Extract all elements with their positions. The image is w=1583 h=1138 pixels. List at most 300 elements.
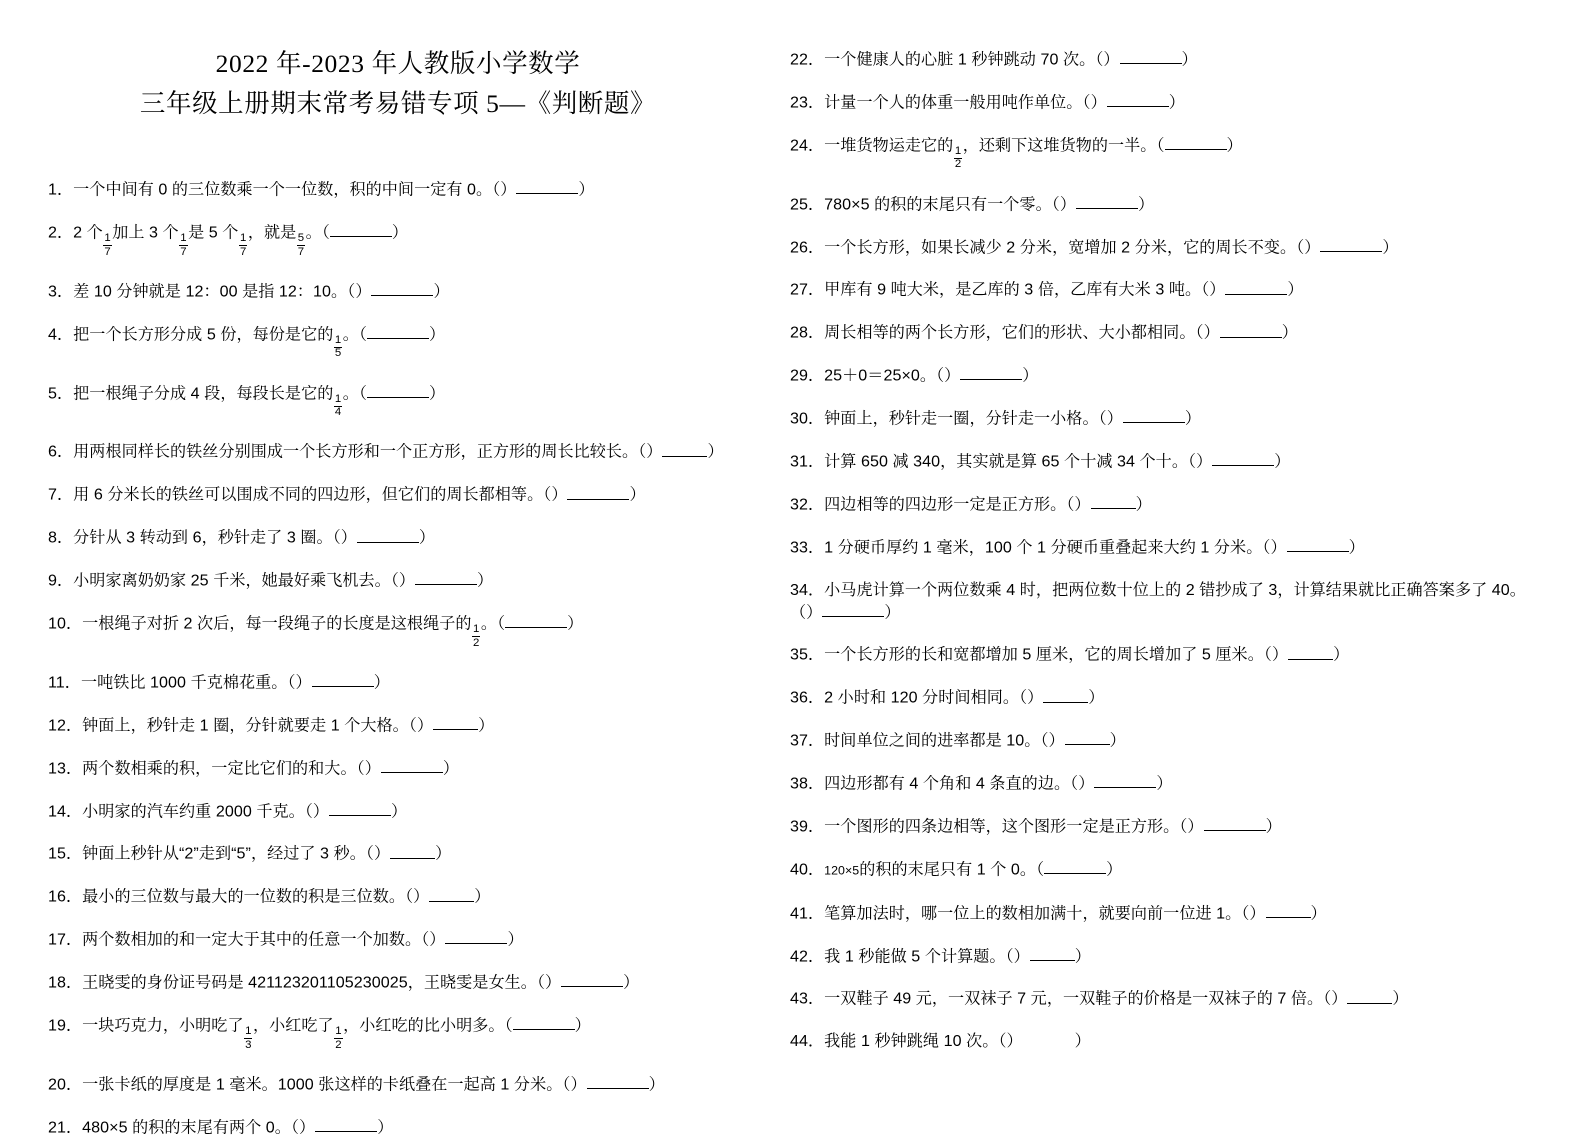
question-number: 38．: [790, 774, 825, 793]
fraction: [954, 146, 962, 171]
question-number: 6．: [48, 442, 74, 461]
question-number: 17．: [48, 930, 83, 949]
question-text: ）: [806, 602, 823, 621]
question-text: 一个健康人的心脏 1 秒钟跳动 70 次。（: [824, 50, 1104, 69]
question-text: ）: [1078, 774, 1095, 793]
question-item: [48, 714, 760, 736]
question-text: 780×5 的积的末尾只有一个零。（: [824, 194, 1060, 213]
fraction-numerator: 1: [472, 624, 480, 637]
question-text: ）: [1392, 989, 1409, 1008]
question-text: 我能 1 秒钟跳绳 10 次。（: [824, 1032, 1007, 1051]
question-item: [790, 729, 1550, 751]
question-text: 。（: [305, 223, 330, 242]
answer-blank[interactable]: [433, 716, 478, 734]
fraction-numerator: 1: [179, 233, 187, 246]
question-text: ）: [1006, 1032, 1023, 1051]
question-text: ）: [477, 571, 494, 590]
question-text: ）: [1106, 409, 1123, 428]
question-text: 用 6 分米长的铁丝可以围成不同的四边形，但它们的周长都相等。（: [73, 485, 552, 504]
question-text: ）: [340, 528, 357, 547]
question-text: ）: [1196, 452, 1213, 471]
question-item: [48, 382, 760, 420]
question-text: ）: [413, 887, 430, 906]
question-text: ）: [429, 930, 446, 949]
question-text: ）: [364, 758, 381, 777]
question-item: [48, 885, 760, 907]
question-number: 13．: [48, 758, 83, 777]
question-number: 18．: [48, 973, 83, 992]
question-text: ）: [474, 887, 491, 906]
question-item: [48, 221, 760, 259]
question-number: 4．: [48, 324, 74, 343]
question-text: 把一个长方形分成 5 份，每份是它的: [73, 324, 334, 343]
question-item: [790, 1030, 1550, 1052]
question-text: 两个数相加的和一定大于其中的任意一个加数。（: [82, 930, 430, 949]
question-text: 2 小时和 120 分时间相同。（: [824, 688, 1028, 707]
question-text: 王晓雯的身份证号码是 421123201105230025，王晓雯是女生。（: [82, 973, 545, 992]
question-text: ）: [418, 528, 436, 547]
question-item: [790, 643, 1550, 665]
question-number: 30．: [790, 409, 825, 428]
question-text: 。（: [342, 324, 367, 343]
question-text: ）: [1074, 495, 1091, 514]
question-text: 小明家的汽车约重 2000 千克。（: [82, 801, 313, 820]
question-text: ）: [1270, 537, 1287, 556]
question-item: [48, 178, 760, 200]
answer-blank[interactable]: [1043, 689, 1088, 707]
question-text: ）: [391, 223, 409, 242]
question-text: ）: [429, 324, 446, 343]
question-text: ）: [707, 442, 724, 461]
title-line-1: 2022 年-2023 年人教版小学数学: [215, 49, 581, 78]
question-text: ）: [295, 673, 312, 692]
document-title: [48, 44, 748, 124]
fraction-denominator: 7: [297, 245, 305, 258]
question-text: ，就是: [247, 223, 297, 242]
question-number: 28．: [790, 323, 825, 342]
answer-blank[interactable]: [1123, 409, 1185, 427]
question-item: [48, 1014, 760, 1052]
question-item: [790, 858, 1550, 881]
question-text: ）: [1106, 860, 1123, 879]
question-text: ）: [551, 485, 568, 504]
question-text: ）: [391, 801, 408, 820]
fraction-numerator: 1: [239, 233, 247, 246]
question-text: ）: [570, 1075, 587, 1094]
question-number: 12．: [48, 716, 83, 735]
question-text: ）: [646, 442, 663, 461]
fraction: [334, 1026, 342, 1051]
question-text: ）: [377, 1117, 394, 1136]
answer-blank[interactable]: [1266, 904, 1311, 922]
question-text: ）: [1310, 903, 1327, 922]
question-number: 24．: [790, 136, 825, 155]
question-item: [48, 569, 760, 591]
question-text: ）: [1304, 237, 1321, 256]
answer-blank[interactable]: [1091, 495, 1136, 513]
fraction-denominator: 5: [334, 347, 342, 360]
question-number: 19．: [48, 1016, 83, 1035]
question-number: 41．: [790, 903, 825, 922]
question-text: 。（: [480, 614, 506, 633]
question-number: 42．: [790, 946, 825, 965]
question-item: [48, 323, 760, 361]
question-item: [790, 134, 1550, 172]
fraction: [334, 394, 342, 419]
question-item: [790, 364, 1550, 386]
question-text: ）: [1281, 323, 1298, 342]
question-text: 差 10 分钟就是 12：00 是指 12：10。（: [73, 282, 356, 301]
question-text: 钟面上，秒针走一圈，分针走一小格。（: [824, 409, 1107, 428]
question-text: ）: [1135, 495, 1152, 514]
answer-blank[interactable]: [1288, 646, 1333, 664]
question-text: 25＋0＝25×0。（: [824, 366, 945, 385]
question-text: ）: [433, 282, 450, 301]
question-text: 小明家离奶奶家 25 千米，她最好乘飞机去。（: [73, 571, 399, 590]
question-item: [48, 612, 760, 650]
question-number: 39．: [790, 817, 825, 836]
answer-blank[interactable]: [1076, 195, 1138, 213]
question-text: ）: [1074, 946, 1091, 965]
question-number: 35．: [790, 645, 825, 664]
question-text: 一块巧克力，小明吃了: [82, 1016, 244, 1035]
question-item: [790, 815, 1550, 837]
question-item: [790, 321, 1550, 343]
question-text: 小马虎计算一个两位数乘 4 时，把两位数十位上的 2 错抄成了 3，计算结果就比正确答案多了 40。（: [790, 580, 1526, 621]
fraction-denominator: 2: [335, 1038, 342, 1051]
question-text: ）: [507, 930, 524, 949]
question-text: ）: [1048, 731, 1065, 750]
question-text: 用两根同样长的铁丝分别围成一个长方形和一个正方形，正方形的周长比较长。（: [73, 442, 647, 461]
question-text: 是 5 个: [188, 223, 239, 242]
answer-blank[interactable]: [367, 325, 429, 343]
answer-blank[interactable]: [1044, 860, 1106, 878]
question-item: [48, 440, 760, 462]
question-number: 9．: [48, 571, 74, 590]
question-text: ）: [574, 1016, 591, 1035]
question-number: 2．: [48, 223, 74, 242]
question-item: [790, 278, 1550, 300]
question-text: ）: [567, 614, 584, 633]
question-item: [48, 757, 760, 779]
question-number: 16．: [48, 887, 83, 906]
answer-blank[interactable]: [662, 443, 707, 461]
question-text: ）: [1331, 989, 1348, 1008]
question-text: ）: [1090, 93, 1107, 112]
fraction-denominator: 2: [473, 636, 480, 649]
question-item: [48, 1073, 760, 1095]
answer-blank[interactable]: [367, 384, 429, 402]
question-text: ）: [578, 180, 595, 199]
question-text: 一个图形的四条边相等，这个图形一定是正方形。（: [824, 817, 1188, 836]
fraction-denominator: 7: [104, 245, 111, 258]
question-item: [790, 987, 1550, 1009]
question-expression: 120×5: [824, 863, 860, 878]
question-item: [790, 48, 1550, 70]
question-number: 37．: [790, 731, 825, 750]
question-text: ）: [884, 602, 901, 621]
fraction-denominator: 2: [954, 158, 962, 171]
question-number: 36．: [790, 688, 825, 707]
question-number: 27．: [790, 280, 825, 299]
question-text: 钟面上，秒针走 1 圈，分针就要走 1 个大格。（: [82, 716, 417, 735]
fraction-numerator: 5: [297, 233, 305, 246]
question-text: ）: [355, 282, 372, 301]
question-text: ）: [1013, 946, 1030, 965]
question-text: ）: [373, 844, 391, 863]
question-number: 23．: [790, 93, 825, 112]
question-text: ）: [1271, 645, 1289, 664]
answer-blank[interactable]: [315, 1118, 377, 1136]
question-item: [790, 236, 1550, 258]
fraction-denominator: 3: [245, 1038, 252, 1051]
question-text: ）: [312, 801, 330, 820]
question-text: ）: [435, 844, 452, 863]
question-text: ）: [1109, 731, 1126, 750]
question-text: ）: [544, 973, 562, 992]
answer-blank[interactable]: [1212, 452, 1274, 470]
question-text: ）: [500, 180, 517, 199]
question-text: ）: [1382, 237, 1399, 256]
question-text: 一个中间有 0 的三位数乘一个一位数，积的中间一定有 0。（: [73, 180, 501, 199]
question-text: ）: [1137, 194, 1155, 213]
title-line-2: 三年级上册期末常考易错专项 5—《判断题》: [139, 89, 657, 118]
question-item: [48, 800, 760, 822]
answer-blank[interactable]: [513, 1016, 575, 1034]
fraction-numerator: 1: [244, 1026, 252, 1039]
question-text: 480×5 的积的末尾有两个 0。（: [82, 1117, 300, 1136]
question-item: [48, 483, 760, 505]
fraction-numerator: 1: [954, 146, 962, 159]
question-text: 一双鞋子 49 元，一双袜子 7 元，一双鞋子的价格是一双袜子的 7 倍。（: [824, 989, 1332, 1008]
question-item: [48, 971, 760, 993]
question-item: [790, 450, 1550, 472]
answer-blank[interactable]: [1220, 324, 1282, 342]
fraction: [179, 233, 187, 258]
answer-blank[interactable]: [1120, 50, 1182, 68]
question-text: 周长相等的两个长方形，它们的形状、大小都相同。（: [824, 323, 1204, 342]
question-item: [790, 772, 1550, 794]
question-text: ）: [1168, 93, 1185, 112]
question-item: [790, 493, 1550, 515]
question-number: 34．: [790, 580, 825, 599]
question-number: 40．: [790, 860, 825, 879]
question-text: ）: [1209, 280, 1226, 299]
question-text: ）: [1103, 50, 1120, 69]
question-text: ）: [1265, 817, 1282, 836]
question-item: [48, 842, 760, 864]
question-item: [48, 671, 760, 693]
fraction-denominator: 4: [334, 406, 342, 419]
answer-blank[interactable]: [390, 845, 435, 863]
question-number: 10．: [48, 614, 83, 633]
question-text: ）: [299, 1117, 316, 1136]
question-text: ）: [1249, 903, 1266, 922]
answer-blank[interactable]: [1094, 774, 1156, 792]
fraction: [472, 624, 480, 649]
question-item: [790, 686, 1550, 708]
fraction-numerator: 1: [334, 1026, 342, 1039]
question-text: ）: [1203, 323, 1220, 342]
question-text: 2 个: [73, 223, 103, 242]
question-text: 加上 3 个: [112, 223, 179, 242]
question-item: [790, 407, 1550, 429]
question-number: 14．: [48, 801, 83, 820]
question-text: 我 1 秒能做 5 个计算题。（: [824, 946, 1014, 965]
question-number: 43．: [790, 989, 825, 1008]
fraction-denominator: 7: [239, 245, 247, 258]
fraction: [297, 233, 305, 258]
fraction: [103, 233, 111, 258]
question-number: 29．: [790, 366, 825, 385]
answer-blank[interactable]: [822, 603, 884, 621]
question-text: ）: [1226, 136, 1243, 155]
question-text: 一根绳子对折 2 次后，每一段绳子的长度是这根绳子的: [82, 614, 472, 633]
answer-blank[interactable]: [1065, 731, 1110, 749]
question-text: ）: [629, 485, 646, 504]
answer-blank[interactable]: [1023, 1032, 1075, 1050]
question-text: 把一根绳子分成 4 段，每段长是它的: [73, 383, 334, 402]
answer-blank[interactable]: [1225, 281, 1287, 299]
question-item: [790, 193, 1550, 215]
fraction-numerator: 1: [334, 335, 342, 348]
question-number: 21．: [48, 1117, 83, 1136]
answer-blank[interactable]: [357, 529, 419, 547]
question-text: 计量一个人的体重一般用吨作单位。（: [824, 93, 1091, 112]
answer-blank[interactable]: [587, 1075, 649, 1093]
question-text: ）: [1156, 774, 1173, 793]
question-text: ）: [1274, 452, 1291, 471]
fraction-numerator: 1: [103, 233, 111, 246]
question-text: ）: [1184, 409, 1202, 428]
question-item: [790, 945, 1550, 967]
question-text: ）: [373, 673, 390, 692]
question-text: ）: [944, 366, 961, 385]
answer-blank[interactable]: [561, 973, 623, 991]
question-text: 一个长方形，如果长减少 2 分米，宽增加 2 分米，它的周长不变。（: [824, 237, 1305, 256]
fraction-denominator: 7: [180, 245, 187, 258]
question-text: ）: [1059, 194, 1076, 213]
question-text: ）: [1088, 688, 1105, 707]
question-text: 一张卡纸的厚度是 1 毫米。1000 张这样的卡纸叠在一起高 1 分米。（: [82, 1075, 571, 1094]
answer-blank[interactable]: [567, 486, 629, 504]
answer-blank[interactable]: [516, 180, 578, 198]
question-number: 33．: [790, 537, 825, 556]
fraction: [244, 1026, 252, 1051]
answer-blank[interactable]: [429, 888, 474, 906]
question-item: [48, 1116, 760, 1138]
answer-blank[interactable]: [312, 673, 374, 691]
question-text: ）: [429, 383, 446, 402]
question-text: ）: [478, 716, 495, 735]
question-text: ）: [416, 716, 434, 735]
answer-blank[interactable]: [1107, 93, 1169, 111]
question-text: 的积的末尾只有 1 个 0。（: [859, 860, 1045, 879]
question-text: ，小红吃的比小明多。（: [343, 1016, 513, 1035]
question-number: 5．: [48, 383, 74, 402]
question-item: [48, 928, 760, 950]
question-number: 20．: [48, 1075, 83, 1094]
question-number: 26．: [790, 237, 825, 256]
answer-blank[interactable]: [371, 282, 433, 300]
fraction: [334, 335, 342, 360]
question-number: 3．: [48, 282, 74, 301]
answer-blank[interactable]: [329, 802, 391, 820]
answer-blank[interactable]: [330, 223, 392, 241]
question-text: ）: [442, 758, 460, 777]
answer-blank[interactable]: [1030, 947, 1075, 965]
question-text: 两个数相乘的积，一定比它们的和大。（: [82, 758, 365, 777]
answer-blank[interactable]: [1287, 538, 1349, 556]
question-text: ）: [1348, 537, 1365, 556]
question-text: 一堆货物运走它的: [824, 136, 954, 155]
question-text: ）: [623, 973, 640, 992]
question-text: ）: [1287, 280, 1304, 299]
answer-blank[interactable]: [960, 366, 1022, 384]
question-text: 计算 650 减 340，其实就是算 65 个十减 34 个十。（: [824, 452, 1197, 471]
question-item: [790, 902, 1550, 924]
question-text: 1 分硬币厚约 1 毫米，100 个 1 分硬币重叠起来大约 1 分米。（: [824, 537, 1271, 556]
question-item: [790, 91, 1550, 113]
question-number: 44．: [790, 1032, 825, 1051]
question-item: [790, 536, 1550, 558]
question-item: [48, 526, 760, 548]
question-text: 钟面上秒针从“2”走到“5”，经过了 3 秒。（: [82, 844, 374, 863]
question-text: 分针从 3 转动到 6，秒针走了 3 圈。（: [73, 528, 341, 547]
answer-blank[interactable]: [1204, 817, 1266, 835]
question-number: 8．: [48, 528, 74, 547]
question-number: 31．: [790, 452, 825, 471]
question-number: 11．: [48, 673, 81, 692]
question-text: ）: [1181, 50, 1198, 69]
answer-blank[interactable]: [1347, 990, 1392, 1008]
question-text: 一个长方形的长和宽都增加 5 厘米，它的周长增加了 5 厘米。（: [824, 645, 1272, 664]
question-text: ）: [1333, 645, 1350, 664]
question-text: ）: [648, 1075, 665, 1094]
question-item: [48, 280, 760, 302]
question-item: [790, 579, 1550, 623]
question-text: 时间单位之间的进率都是 10。（: [824, 731, 1049, 750]
question-number: 22．: [790, 50, 825, 69]
question-text: 笔算加法时，哪一位上的数相加满十，就要向前一位进 1。（: [824, 903, 1250, 922]
answer-blank[interactable]: [1165, 136, 1227, 154]
answer-blank[interactable]: [415, 571, 477, 589]
fraction-numerator: 1: [334, 394, 342, 407]
answer-blank[interactable]: [381, 759, 443, 777]
question-text: 甲库有 9 吨大米，是乙库的 3 倍，乙库有大米 3 吨。（: [824, 280, 1210, 299]
question-text: 四边形都有 4 个角和 4 条直的边。（: [824, 774, 1079, 793]
question-column-left: [48, 178, 760, 1138]
question-number: 15．: [48, 844, 83, 863]
question-text: ）: [398, 571, 416, 590]
question-number: 7．: [48, 485, 74, 504]
question-text: 最小的三位数与最大的一位数的积是三位数。（: [82, 887, 414, 906]
fraction: [239, 233, 247, 258]
question-number: 25．: [790, 194, 825, 213]
answer-blank[interactable]: [505, 614, 567, 632]
question-column-right: [790, 48, 1550, 1052]
question-text: 。（: [342, 383, 367, 402]
question-text: ）: [1187, 817, 1204, 836]
question-text: ，小红吃了: [252, 1016, 334, 1035]
answer-blank[interactable]: [445, 930, 507, 948]
question-text: ）: [1074, 1032, 1091, 1051]
question-number: 32．: [790, 495, 825, 514]
question-text: ）: [1022, 366, 1039, 385]
question-number: 1．: [48, 180, 74, 199]
answer-blank[interactable]: [1320, 238, 1382, 256]
question-text: 四边相等的四边形一定是正方形。（: [824, 495, 1075, 514]
